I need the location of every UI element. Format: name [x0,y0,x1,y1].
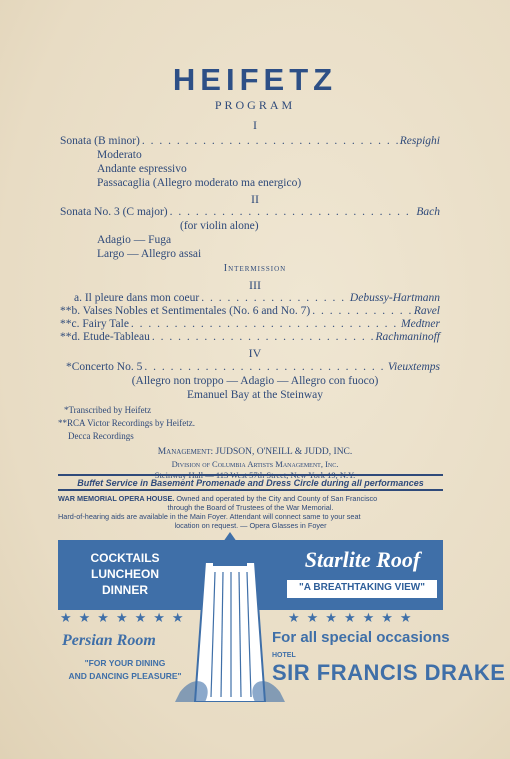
stars-left: ★★★★★★★ [60,610,191,625]
opera-line: Hard-of-hearing aids are available in the Main Foyer. Attendant will connect same to your seat [58,512,361,521]
composer: Rachmaninoff [375,331,440,343]
work-title: *Concerto No. 5 [66,361,143,373]
section-iv-heading: IV [248,346,262,360]
composer: Bach [416,206,440,218]
dining-line: "FOR YOUR DINING [84,658,166,668]
program-entry-iii-c [60,318,440,330]
movement: Moderato [97,149,142,161]
composer: Respighi [399,135,440,147]
opera-house-notice [58,494,443,530]
management-line [0,447,510,457]
ad-service-item: LUNCHEON [91,567,159,581]
work-title: **d. Etude-Tableau [60,331,150,343]
concerto-tempos: (Allegro non troppo — Adagio — Allegro con fuoco) [131,375,379,387]
page-title: HEIFETZ [172,62,338,97]
program-entry-concerto [60,361,440,373]
intermission-heading: Intermission [223,263,287,274]
program-entry-iii-b [60,305,440,317]
program-entry-iii-a [60,292,440,304]
movement: Largo — Allegro assai [97,248,202,260]
buffet-notice: Buffet Service in Basement Promenade and Dress Circle during all performances [77,478,424,488]
dining-line: AND DANCING PLEASURE" [68,671,182,681]
divider-top [58,474,443,476]
work-note: (for violin alone) [180,220,259,232]
work-title: Sonata No. 3 (C major) [60,206,168,218]
work-title: Sonata (B minor) [60,135,140,147]
footnote: *Transcribed by Heifetz [64,405,152,415]
composer: Debussy-Hartmann [349,292,440,304]
ad-service-item: COCKTAILS [90,551,160,565]
section-ii-heading: II [251,192,259,206]
composer: Medtner [401,318,440,330]
ad-service-item: DINNER [101,583,148,597]
movement: Passacaglia (Allegro moderato ma energico) [97,177,302,189]
skyscraper-illustration [175,532,285,702]
management-name: JUDSON, O'NEILL & JUDD, INC. [215,447,353,457]
movement: Andante espressivo [97,163,187,175]
opera-house-name: WAR MEMORIAL OPERA HOUSE. [58,494,175,503]
movement: Adagio — Fuga [97,234,172,246]
program-entry-sonata-b-minor [60,135,440,147]
opera-line: through the Board of Trustees of the War Memorial. [167,503,334,512]
ad-tagline: "A BREATHTAKING VIEW" [299,582,425,593]
work-title: a. Il pleure dans mon coeur [74,292,200,304]
composer: Ravel [413,305,440,317]
footnote: Decca Recordings [68,431,134,441]
program-entry-sonata-no-3 [60,206,440,218]
dining-slogan [65,657,185,683]
management-label: Management: [157,447,214,457]
composer: Vieuxtemps [387,361,440,373]
opera-line: Owned and operated by the City and County of San Francisco [174,494,378,503]
ad-services [80,550,170,598]
divider-bottom [58,489,443,491]
work-title: **b. Valses Nobles et Sentimentales (No. 6 and No. 7) [60,305,311,317]
work-title: **c. Fairy Tale [60,318,129,330]
section-iii-heading: III [249,278,261,292]
accompanist: Emanuel Bay at the Steinway [186,389,324,401]
program-entry-iii-d [60,331,440,343]
stars-right: ★★★★★★★ [288,610,419,625]
program-heading: PROGRAM [214,98,296,112]
hotel-label: HOTEL [272,652,296,659]
occasions-text: For all special occasions [272,629,450,646]
management-division: Division of Columbia Artists Management, Inc. [171,459,339,469]
section-i-heading: I [253,118,257,132]
hotel-name: SIR FRANCIS DRAKE [272,660,506,685]
opera-line: location on request. — Opera Glasses in Foyer [174,521,327,530]
footnote: **RCA Victor Recordings by Heifetz. [58,418,196,428]
persian-room-logo: Persian Room [62,632,156,649]
starlite-roof-logo: Starlite Roof [304,547,421,572]
